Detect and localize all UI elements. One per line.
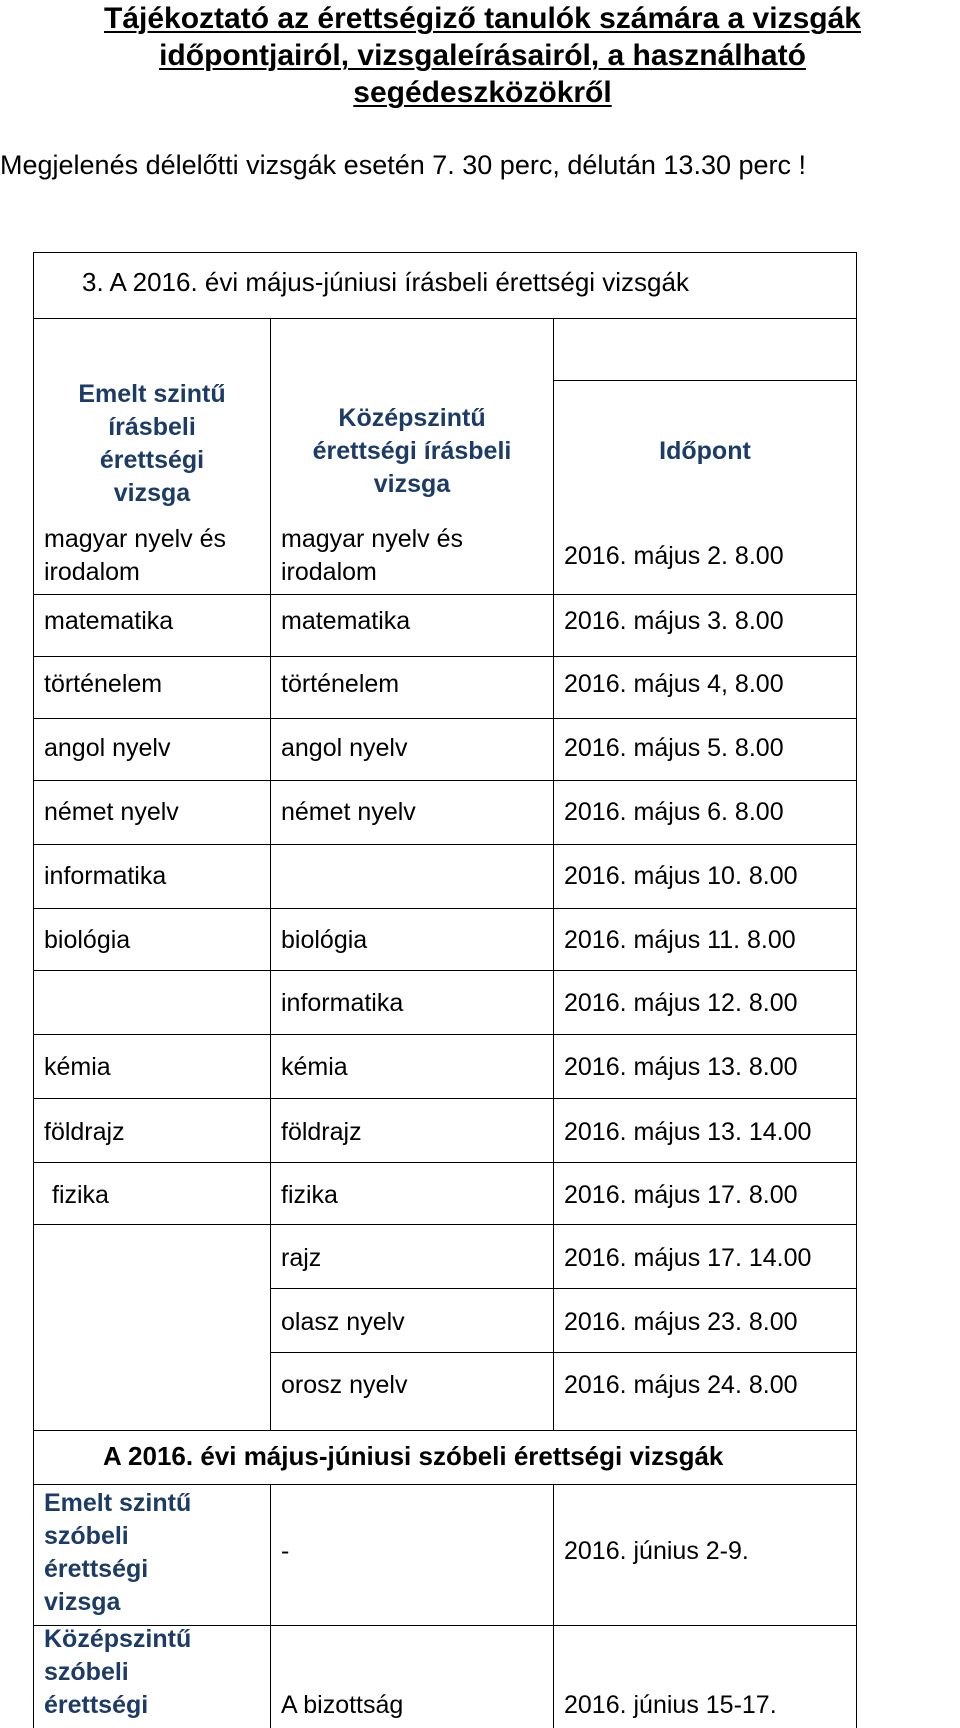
header-advanced-written: Emelt szintű írásbeli érettségi vizsga bbox=[78, 380, 226, 507]
oral-section-title: A 2016. évi május-júniusi szóbeli érettségi vizsgák bbox=[103, 1441, 724, 1471]
cell-exam-time: 2016. május 24. 8.00 bbox=[564, 1371, 798, 1399]
cell-intermediate-subject: rajz bbox=[281, 1244, 322, 1272]
cell-advanced-subject: kémia bbox=[44, 1053, 111, 1081]
header-intermediate-written: Középszintű érettségi írásbeli vizsga bbox=[312, 404, 512, 498]
cell-exam-time: 2016. május 2. 8.00 bbox=[564, 542, 784, 570]
row-divider bbox=[553, 380, 857, 381]
row-divider bbox=[33, 780, 857, 781]
title-line-1: Tájékoztató az érettségiző tanulók számára a vizsgák bbox=[104, 2, 861, 35]
column-divider-2 bbox=[553, 1484, 554, 1728]
table-border-left bbox=[33, 1430, 34, 1728]
title-line-2: időpontjairól, vizsgaleírásairól, a használható bbox=[159, 39, 806, 72]
cell-exam-time: 2016. május 23. 8.00 bbox=[564, 1308, 798, 1336]
oral-intermediate-label: Középszintű szóbeli érettségi bbox=[44, 1625, 192, 1719]
row-divider bbox=[270, 1352, 857, 1353]
cell-exam-time: 2016. május 3. 8.00 bbox=[564, 607, 784, 635]
row-divider bbox=[33, 970, 857, 971]
cell-exam-time: 2016. május 13. 8.00 bbox=[564, 1053, 798, 1081]
row-divider bbox=[33, 318, 857, 319]
cell-intermediate-subject: fizika bbox=[281, 1181, 338, 1209]
cell-advanced-subject: magyar nyelv és irodalom bbox=[44, 525, 227, 586]
row-divider bbox=[33, 718, 857, 719]
oral-intermediate-date: 2016. június 15-17. bbox=[564, 1691, 777, 1719]
table-border-top bbox=[33, 252, 857, 253]
oral-advanced-date: 2016. június 2-9. bbox=[564, 1537, 749, 1565]
cell-advanced-subject: fizika bbox=[52, 1181, 109, 1209]
cell-advanced-subject: biológia bbox=[44, 926, 131, 954]
cell-exam-time: 2016. május 4, 8.00 bbox=[564, 670, 784, 698]
table-border-bottom bbox=[33, 1430, 857, 1431]
cell-advanced-subject: német nyelv bbox=[44, 798, 179, 826]
cell-intermediate-subject: földrajz bbox=[281, 1118, 362, 1146]
cell-advanced-subject: angol nyelv bbox=[44, 734, 171, 762]
row-divider bbox=[33, 844, 857, 845]
table-border-right bbox=[856, 252, 857, 1430]
cell-advanced-subject: informatika bbox=[44, 862, 167, 890]
cell-advanced-subject: földrajz bbox=[44, 1118, 125, 1146]
cell-intermediate-subject: történelem bbox=[281, 670, 400, 698]
cell-exam-time: 2016. május 13. 14.00 bbox=[564, 1118, 812, 1146]
table-border-right bbox=[856, 1430, 857, 1728]
cell-intermediate-subject: matematika bbox=[281, 607, 411, 635]
cell-intermediate-subject: angol nyelv bbox=[281, 734, 408, 762]
row-divider bbox=[33, 656, 857, 657]
row-divider bbox=[270, 1288, 857, 1289]
cell-intermediate-subject: biológia bbox=[281, 926, 368, 954]
cell-exam-time: 2016. május 17. 14.00 bbox=[564, 1244, 812, 1272]
row-divider bbox=[33, 1034, 857, 1035]
row-divider bbox=[33, 1162, 857, 1163]
cell-intermediate-subject: kémia bbox=[281, 1053, 348, 1081]
row-divider bbox=[33, 1098, 857, 1099]
cell-exam-time: 2016. május 10. 8.00 bbox=[564, 862, 798, 890]
cell-exam-time: 2016. május 5. 8.00 bbox=[564, 734, 784, 762]
cell-advanced-subject: történelem bbox=[44, 670, 163, 698]
cell-exam-time: 2016. május 12. 8.00 bbox=[564, 989, 798, 1017]
written-section-title: 3. A 2016. évi május-júniusi írásbeli érettségi vizsgák bbox=[82, 267, 689, 297]
document-title bbox=[20, 0, 945, 111]
row-divider bbox=[33, 1484, 857, 1485]
row-divider bbox=[33, 908, 857, 909]
cell-intermediate-subject: német nyelv bbox=[281, 798, 416, 826]
row-divider bbox=[33, 1224, 857, 1225]
oral-advanced-label: Emelt szintű szóbeli érettségi vizsga bbox=[44, 1489, 192, 1616]
header-time: Időpont bbox=[659, 437, 751, 465]
cell-exam-time: 2016. május 11. 8.00 bbox=[564, 926, 796, 954]
column-divider-2 bbox=[553, 318, 554, 1430]
column-divider-1 bbox=[270, 1484, 271, 1728]
cell-exam-time: 2016. május 6. 8.00 bbox=[564, 798, 784, 826]
oral-advanced-committee: - bbox=[281, 1537, 290, 1565]
arrival-notice: Megjelenés délelőtti vizsgák esetén 7. 30 perc, délután 13.30 perc ! bbox=[0, 150, 807, 180]
cell-intermediate-subject: olasz nyelv bbox=[281, 1308, 405, 1336]
row-divider bbox=[33, 594, 857, 595]
cell-advanced-subject: matematika bbox=[44, 607, 174, 635]
title-line-3: segédeszközökről bbox=[353, 76, 612, 109]
oral-intermediate-committee: A bizottság bbox=[281, 1691, 404, 1719]
cell-exam-time: 2016. május 17. 8.00 bbox=[564, 1181, 798, 1209]
cell-intermediate-subject: magyar nyelv és irodalom bbox=[281, 525, 464, 586]
cell-intermediate-subject: informatika bbox=[281, 989, 404, 1017]
cell-intermediate-subject: orosz nyelv bbox=[281, 1371, 408, 1399]
